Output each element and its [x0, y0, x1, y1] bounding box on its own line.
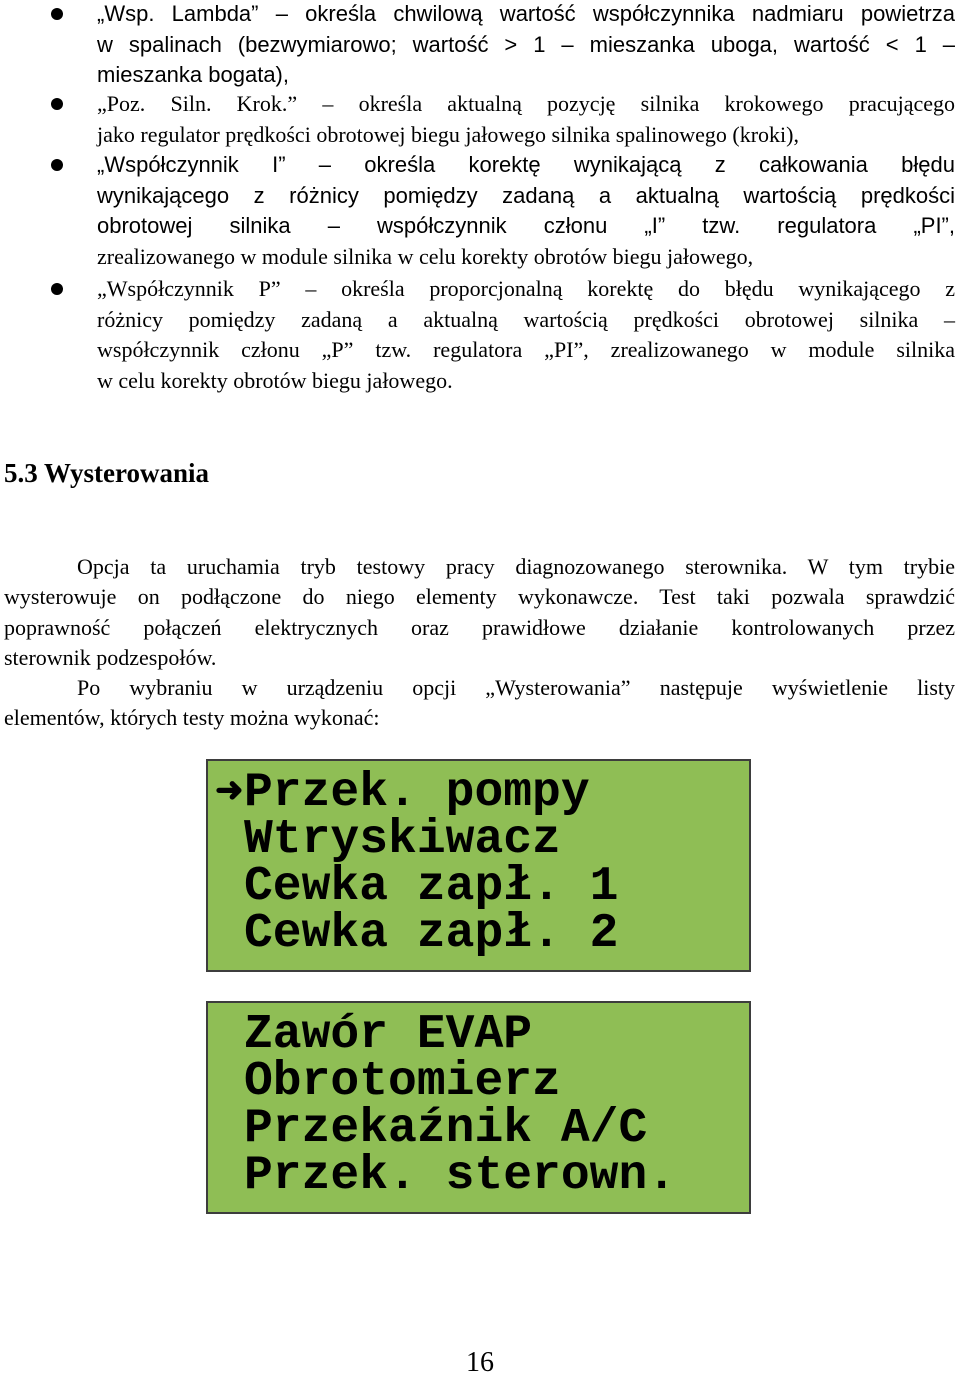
bullet-dot-icon: [51, 8, 63, 20]
text-line: „Wsp. Lambda” – określa chwilową wartość współczynnika nadmiaru powietrza: [97, 1, 955, 26]
text-line: jako regulator prędkości obrotowej biegu jałowego silnika spalinowego (kroki),: [97, 121, 799, 147]
text-line: Opcja ta uruchamia tryb testowy pracy diagnozowanego sterownika. W tym trybie: [77, 554, 955, 579]
lcd-menu-item: Przekaźnik A/C: [244, 1102, 648, 1156]
lcd-screen-2: [206, 1001, 751, 1214]
lcd-menu-item: Cewka zapł. 1: [244, 860, 619, 914]
text-line: w celu korekty obrotów biegu jałowego.: [97, 367, 453, 393]
section-heading: 5.3 Wysterowania: [4, 458, 210, 488]
page-number: 16: [466, 1347, 494, 1378]
lcd-menu-item: Wtryskiwacz: [244, 813, 561, 867]
bullet-dot-icon: [51, 283, 63, 295]
bullet-item-coefficient-p: [97, 274, 955, 396]
text-line: współczynnik członu „P” tzw. regulatora „PI”, zrealizowanego w module silnika: [97, 337, 955, 362]
lcd-menu-item: Zawór EVAP: [244, 1008, 533, 1062]
bullet-item-stepper-position: [97, 89, 955, 150]
text-line: w spalinach (bezwymiarowo; wartość > 1 – mieszanka uboga, wartość < 1 –: [97, 31, 955, 57]
lcd-menu-item: Obrotomierz: [244, 1055, 561, 1109]
bullet-dot-icon: [51, 98, 63, 110]
text-line: poprawność połączeń elektrycznych oraz prawidłowe działanie kontrolowanych przez: [4, 614, 955, 640]
lcd-screen-1: [206, 759, 751, 972]
text-line: „Współczynnik P” – określa proporcjonalną korektę do błędu wynikającego z: [97, 276, 955, 301]
text-line: wysterowuje on podłączone do niego elementy wykonawcze. Test taki pozwala sprawdzić: [4, 584, 955, 610]
bullet-item-coefficient-i: [97, 150, 955, 272]
lcd-menu-item: Cewka zapł. 2: [244, 907, 619, 961]
lcd-menu-item: Przek. sterown.: [244, 1149, 677, 1203]
text-line: mieszanka bogata),: [97, 62, 289, 87]
arrow-right-icon: ➜: [215, 774, 244, 812]
text-line: różnicy pomiędzy zadaną a aktualną wartością prędkości obrotowej silnika –: [97, 306, 955, 332]
text-line: sterownik podzespołów.: [4, 644, 217, 670]
text-line: obrotowej silnika – współczynnik członu „I” tzw. regulatora „PI”,: [97, 213, 955, 238]
paragraph-intro: [4, 552, 955, 673]
text-line: „Współczynnik I” – określa korektę wynikającą z całkowania błędu: [97, 152, 955, 177]
bullet-dot-icon: [51, 159, 63, 171]
lcd-menu-item: Przek. pompy: [244, 766, 590, 820]
bullet-item-lambda: [97, 0, 955, 91]
text-line: wynikającego z różnicy pomiędzy zadaną a aktualną wartością prędkości: [97, 182, 955, 208]
text-line: elementów, których testy można wykonać:: [4, 705, 380, 731]
paragraph-list-intro: [4, 673, 955, 734]
text-line: Po wybraniu w urządzeniu opcji „Wysterowania” następuje wyświetlenie listy: [77, 675, 955, 700]
text-line: „Poz. Siln. Krok.” – określa aktualną pozycję silnika krokowego pracującego: [97, 91, 955, 116]
text-line: zrealizowanego w module silnika w celu korekty obrotów biegu jałowego,: [97, 243, 754, 269]
